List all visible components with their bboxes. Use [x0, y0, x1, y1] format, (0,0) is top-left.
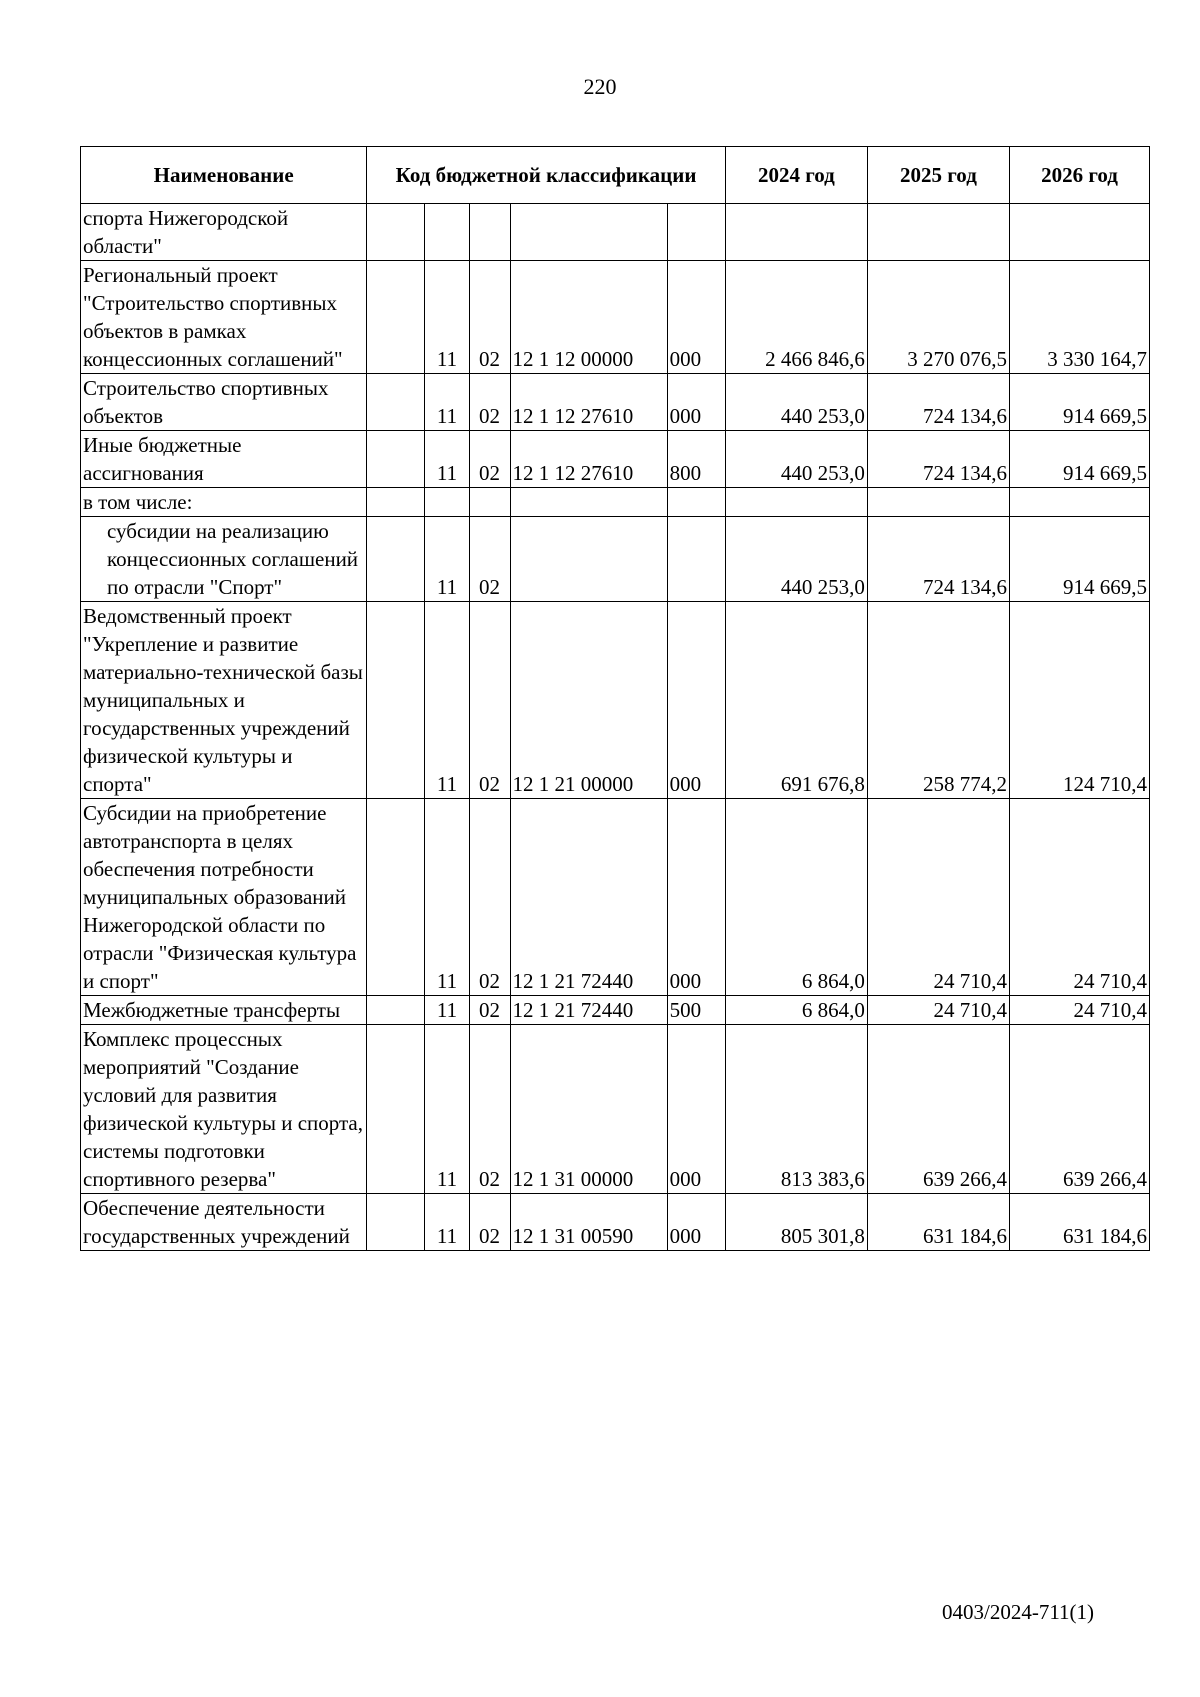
row-blank	[367, 1025, 425, 1194]
row-2025: 639 266,4	[867, 1025, 1009, 1194]
table-row	[81, 204, 1150, 261]
row-target-article	[510, 517, 667, 602]
row-section: 11	[425, 799, 469, 996]
row-expense-type	[667, 517, 725, 602]
row-expense-type	[667, 204, 725, 261]
table-row	[81, 1194, 1150, 1251]
row-name: спорта Нижегородской области"	[81, 204, 367, 261]
row-2024: 813 383,6	[725, 1025, 867, 1194]
row-subsection	[469, 204, 510, 261]
row-2024: 440 253,0	[725, 374, 867, 431]
row-expense-type: 500	[667, 996, 725, 1025]
row-2026: 914 669,5	[1009, 431, 1149, 488]
table-row	[81, 996, 1150, 1025]
header-2024: 2024 год	[725, 147, 867, 204]
row-section	[425, 204, 469, 261]
row-section: 11	[425, 431, 469, 488]
row-subsection	[469, 488, 510, 517]
row-2025: 724 134,6	[867, 517, 1009, 602]
row-target-article: 12 1 31 00590	[510, 1194, 667, 1251]
row-name: Обеспечение деятельности государственных учреждений	[81, 1194, 367, 1251]
budget-table	[80, 146, 1150, 1251]
row-blank	[367, 1194, 425, 1251]
row-section: 11	[425, 1194, 469, 1251]
row-2025	[867, 204, 1009, 261]
row-2025: 3 270 076,5	[867, 261, 1009, 374]
row-target-article: 12 1 21 72440	[510, 996, 667, 1025]
row-expense-type: 800	[667, 431, 725, 488]
row-section: 11	[425, 1025, 469, 1194]
header-name: Наименование	[81, 147, 367, 204]
row-subsection: 02	[469, 602, 510, 799]
row-2025: 24 710,4	[867, 996, 1009, 1025]
table-row	[81, 431, 1150, 488]
table-row	[81, 374, 1150, 431]
row-2025: 631 184,6	[867, 1194, 1009, 1251]
row-section: 11	[425, 517, 469, 602]
row-2026: 631 184,6	[1009, 1194, 1149, 1251]
row-target-article: 12 1 31 00000	[510, 1025, 667, 1194]
row-name: Строительство спортивных объектов	[81, 374, 367, 431]
row-subsection: 02	[469, 517, 510, 602]
row-expense-type: 000	[667, 602, 725, 799]
row-target-article	[510, 204, 667, 261]
row-2024: 805 301,8	[725, 1194, 867, 1251]
row-name: Иные бюджетные ассигнования	[81, 431, 367, 488]
row-subsection: 02	[469, 1025, 510, 1194]
row-expense-type	[667, 488, 725, 517]
row-blank	[367, 204, 425, 261]
row-2026: 124 710,4	[1009, 602, 1149, 799]
row-subsection: 02	[469, 261, 510, 374]
row-blank	[367, 799, 425, 996]
row-blank	[367, 261, 425, 374]
row-expense-type: 000	[667, 1194, 725, 1251]
row-2024: 6 864,0	[725, 996, 867, 1025]
row-subsection: 02	[469, 374, 510, 431]
table-row	[81, 799, 1150, 996]
row-2025: 724 134,6	[867, 374, 1009, 431]
row-2024	[725, 204, 867, 261]
row-section: 11	[425, 374, 469, 431]
row-2024: 2 466 846,6	[725, 261, 867, 374]
row-2024: 691 676,8	[725, 602, 867, 799]
row-section	[425, 488, 469, 517]
row-name: Комплекс процессных мероприятий "Создание условий для развития физической культуры и спорта, системы подготовки спортивного резерва"	[81, 1025, 367, 1194]
header-2026: 2026 год	[1009, 147, 1149, 204]
table-row	[81, 1025, 1150, 1194]
row-2024: 440 253,0	[725, 517, 867, 602]
row-target-article: 12 1 12 27610	[510, 431, 667, 488]
row-name: Субсидии на приобретение автотранспорта в целях обеспечения потребности муниципальных образований Нижегородской области по отрасли "Физическая культура и спорт"	[81, 799, 367, 996]
row-2026: 914 669,5	[1009, 517, 1149, 602]
table-row	[81, 261, 1150, 374]
row-2024: 6 864,0	[725, 799, 867, 996]
header-2025: 2025 год	[867, 147, 1009, 204]
row-blank	[367, 488, 425, 517]
row-target-article	[510, 488, 667, 517]
row-name: субсидии на реализацию концессионных соглашений по отрасли "Спорт"	[81, 517, 367, 602]
row-target-article: 12 1 12 00000	[510, 261, 667, 374]
row-blank	[367, 517, 425, 602]
row-2026: 639 266,4	[1009, 1025, 1149, 1194]
row-2025: 24 710,4	[867, 799, 1009, 996]
row-blank	[367, 996, 425, 1025]
row-2026: 3 330 164,7	[1009, 261, 1149, 374]
row-blank	[367, 602, 425, 799]
row-2025	[867, 488, 1009, 517]
row-name: Межбюджетные трансферты	[81, 996, 367, 1025]
table-row	[81, 602, 1150, 799]
row-2025: 724 134,6	[867, 431, 1009, 488]
row-subsection: 02	[469, 431, 510, 488]
row-target-article: 12 1 21 00000	[510, 602, 667, 799]
row-2026: 24 710,4	[1009, 799, 1149, 996]
row-blank	[367, 431, 425, 488]
table-row	[81, 488, 1150, 517]
row-section: 11	[425, 261, 469, 374]
row-subsection: 02	[469, 996, 510, 1025]
row-blank	[367, 374, 425, 431]
document-code: 0403/2024-711(1)	[942, 1600, 1095, 1624]
header-code: Код бюджетной классификации	[367, 147, 725, 204]
row-subsection: 02	[469, 1194, 510, 1251]
table-row	[81, 517, 1150, 602]
row-2026	[1009, 488, 1149, 517]
row-section: 11	[425, 602, 469, 799]
row-2025: 258 774,2	[867, 602, 1009, 799]
header-row	[81, 147, 1150, 204]
row-subsection: 02	[469, 799, 510, 996]
row-2026: 24 710,4	[1009, 996, 1149, 1025]
page-number: 220	[583, 74, 617, 99]
row-2024: 440 253,0	[725, 431, 867, 488]
row-expense-type: 000	[667, 1025, 725, 1194]
row-target-article: 12 1 12 27610	[510, 374, 667, 431]
row-expense-type: 000	[667, 374, 725, 431]
row-target-article: 12 1 21 72440	[510, 799, 667, 996]
row-2026: 914 669,5	[1009, 374, 1149, 431]
row-name: в том числе:	[81, 488, 367, 517]
row-expense-type: 000	[667, 261, 725, 374]
row-name: Ведомственный проект "Укрепление и развитие материально-технической базы муниципальных и государственных учреждений физической культуры и спорта"	[81, 602, 367, 799]
row-expense-type: 000	[667, 799, 725, 996]
row-name: Региональный проект "Строительство спортивных объектов в рамках концессионных соглашений"	[81, 261, 367, 374]
row-2026	[1009, 204, 1149, 261]
row-2024	[725, 488, 867, 517]
row-section: 11	[425, 996, 469, 1025]
